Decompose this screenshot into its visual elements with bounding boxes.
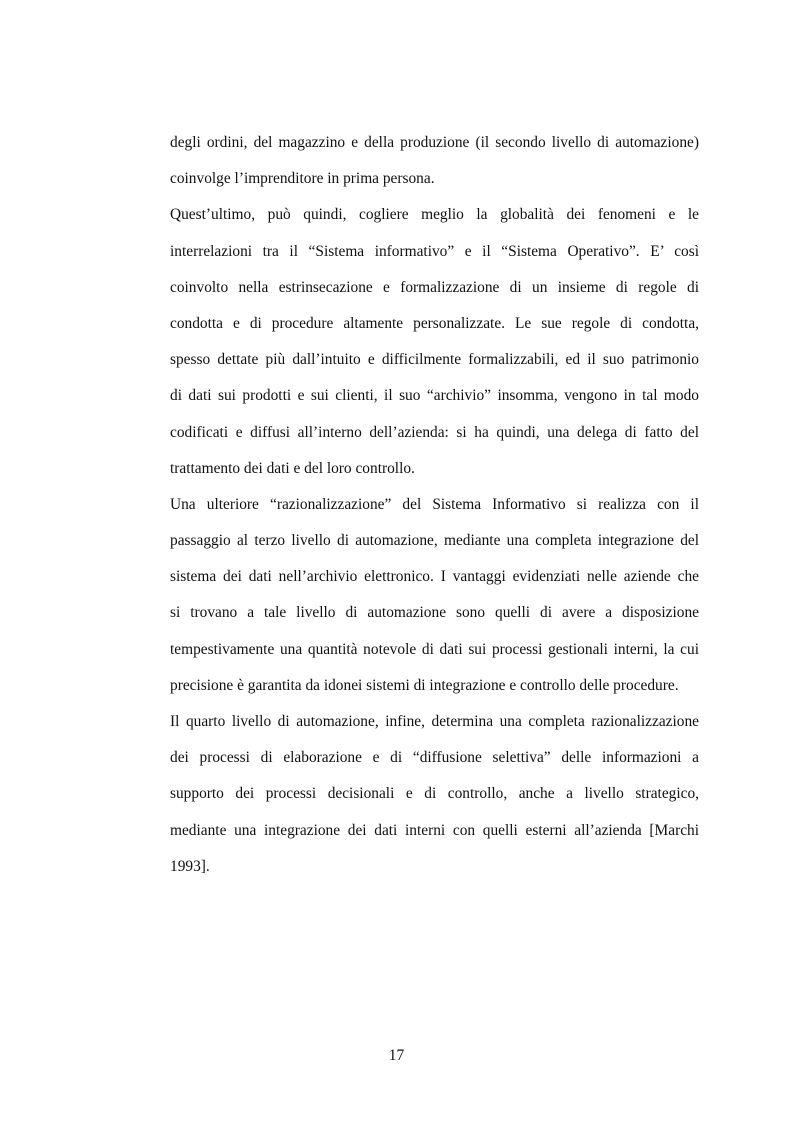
text-line: supporto dei processi decisionali e di controllo, anche a livello strategico,	[170, 785, 699, 803]
text-line: Una ulteriore “razionalizzazione” del Sistema Informativo si realizza con il	[170, 495, 699, 513]
text-line: coinvolto nella estrinsecazione e formalizzazione di un insieme di regole di	[170, 278, 699, 296]
text-line: spesso dettate più dall’intuito e difficilmente formalizzabili, ed il suo patrimonio	[170, 351, 699, 369]
paragraph-3	[170, 487, 699, 704]
paragraph-4	[170, 704, 699, 885]
page-number: 17	[388, 1047, 405, 1064]
text-line: Quest’ultimo, può quindi, cogliere meglio la globalità dei fenomeni e le	[170, 206, 699, 224]
text-line: Il quarto livello di automazione, infine, determina una completa razionalizzazione	[170, 713, 699, 730]
text-line: condotta e di procedure altamente personalizzate. Le sue regole di condotta,	[170, 314, 699, 332]
paragraph-1	[170, 125, 699, 197]
paragraph-2	[170, 197, 699, 487]
text-line: codificati e diffusi all’interno dell’azienda: si ha quindi, una delega di fatto del	[170, 423, 699, 441]
text-line: interrelazioni tra il “Sistema informativo” e il “Sistema Operativo”. E’ così	[170, 242, 699, 260]
text-line: si trovano a tale livello di automazione sono quelli di avere a disposizione	[170, 604, 699, 622]
text-line: precisione è garantita da idonei sistemi di integrazione e controllo delle procedure.	[170, 676, 679, 694]
document-body	[170, 125, 699, 885]
text-line: mediante una integrazione dei dati interni con quelli esterni all’azienda [Marchi	[170, 821, 699, 839]
text-line: sistema dei dati nell’archivio elettronico. I vantaggi evidenziati nelle aziende che	[170, 568, 699, 586]
text-line: 1993].	[170, 857, 210, 875]
text-line: di dati sui prodotti e sui clienti, il suo “archivio” insomma, vengono in tal modo	[170, 387, 699, 405]
text-line: trattamento dei dati e del loro controllo.	[170, 459, 415, 477]
text-line: coinvolge l’imprenditore in prima persona.	[170, 170, 435, 188]
text-line: dei processi di elaborazione e di “diffusione selettiva” delle informazioni a	[170, 749, 699, 767]
text-line: passaggio al terzo livello di automazione, mediante una completa integrazione del	[170, 532, 699, 550]
text-line: tempestivamente una quantità notevole di dati sui processi gestionali interni, la cui	[170, 640, 699, 658]
text-line: degli ordini, del magazzino e della produzione (il secondo livello di automazione)	[170, 134, 699, 151]
